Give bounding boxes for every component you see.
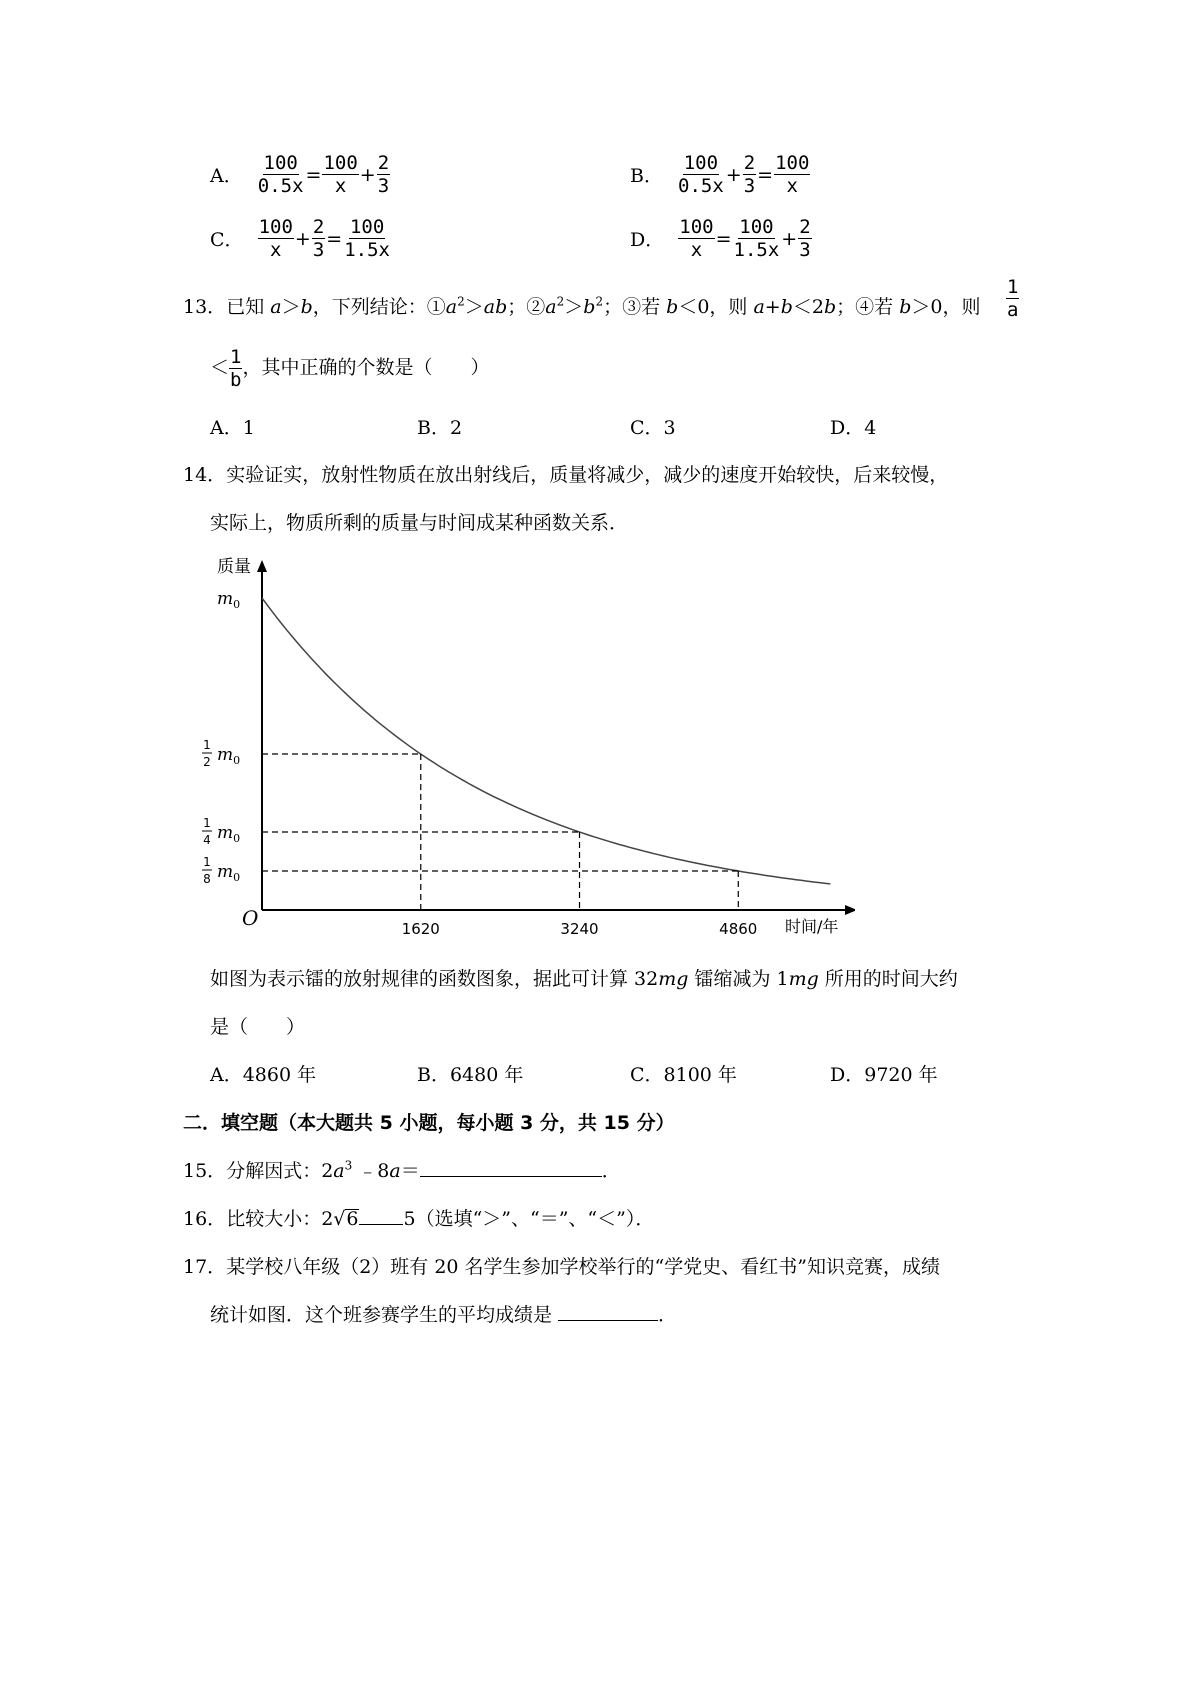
y-tick-label: $m_0$: [217, 589, 241, 611]
q14-option-d: D．9720 年: [830, 1064, 938, 1086]
x-tick-label: 1620: [401, 920, 440, 938]
q13-option-c: C．3: [630, 417, 676, 439]
x-axis-label: 时间/年: [785, 917, 839, 936]
q12-option-b: B． $\frac{100}{0.5x}$ + $\frac{2}{3}$ = $\frac{100}{x}$: [630, 152, 810, 197]
x-tick-label: 4860: [719, 920, 758, 938]
y-axis-arrow: [257, 560, 267, 572]
q16: 16．比较大小：2√6 5（选填“＞”、“＝”、“＜”）．: [183, 1208, 655, 1230]
q13-line1: 13．已知 a＞b，下列结论：$①a^2>ab$；$②a^2>b^2$；③若 b＜0，则 a+b＜2b；④若 b＞0，则: [183, 294, 981, 318]
q13-line2: ＜ $\frac{1}{b}$ ，其中正确的个数是（ ）: [210, 346, 490, 391]
q14-option-b: B．6480 年: [417, 1064, 524, 1086]
y-tick-label-den: 4: [203, 833, 211, 847]
decay-chart: [195, 550, 855, 945]
y-tick-label-num: 1: [203, 855, 211, 869]
y-tick-label-den: 2: [203, 755, 211, 769]
y-axis-label: 质量: [217, 557, 251, 577]
q17-line1: 17．某学校八年级（2）班有 20 名学生参加学校举行的“学党史、看红书”知识竞赛，成绩: [183, 1256, 940, 1278]
q13-option-b: B．2: [417, 417, 463, 439]
q13-option-a: A．1: [210, 417, 255, 439]
q12-option-d: D． $\frac{100}{x}$ = $\frac{100}{1.5x}$ + $\frac{2}{3}$: [630, 216, 811, 261]
q14-option-c: C．8100 年: [630, 1064, 737, 1086]
y-tick-label-den: 8: [203, 872, 211, 886]
y-tick-label: $m_0$: [217, 823, 241, 845]
q15-answer-blank[interactable]: [420, 1176, 602, 1177]
q17-line2: 统计如图．这个班参赛学生的平均成绩是 ．: [210, 1304, 678, 1326]
decay-curve: [262, 598, 830, 884]
y-tick-label-num: 1: [203, 816, 211, 830]
q14-option-a: A．4860 年: [210, 1064, 317, 1086]
origin-label: O: [242, 906, 259, 930]
q14-after-line2: 是（ ）: [210, 1016, 306, 1038]
q14-line1: 14．实验证实，放射性物质在放出射线后，质量将减少，减少的速度开始较快，后来较慢，: [183, 464, 949, 486]
y-tick-label: $m_0$: [217, 745, 241, 767]
q13-option-d: D．4: [830, 417, 877, 439]
q12-option-a: A． $\frac{100}{0.5x}$ = $\frac{100}{x}$ + $\frac{2}{3}$: [210, 152, 390, 197]
x-axis-arrow: [845, 905, 855, 915]
q14-line2: 实际上，物质所剩的质量与时间成某种函数关系．: [210, 512, 629, 534]
y-tick-label: $m_0$: [217, 862, 241, 884]
section-2-title: 二．填空题（本大题共 5 小题，每小题 3 分，共 15 分）: [183, 1112, 675, 1134]
q16-answer-blank[interactable]: [359, 1224, 403, 1225]
q17-answer-blank[interactable]: [558, 1320, 658, 1321]
q12-option-c: C． $\frac{100}{x}$ + $\frac{2}{3}$ = $\frac{100}{1.5x}$: [210, 216, 390, 261]
y-tick-label-num: 1: [203, 738, 211, 752]
q14-after-line1: 如图为表示镭的放射规律的函数图象，据此可计算 32mg 镭缩减为 1mg 所用的时间大约: [210, 968, 958, 990]
q15: 15．分解因式：$2a^3$ ﹣8a＝ ．: [183, 1158, 621, 1182]
q13-frac-1-over-a: $\frac{1}{a}$: [1007, 276, 1019, 321]
x-tick-label: 3240: [560, 920, 599, 938]
